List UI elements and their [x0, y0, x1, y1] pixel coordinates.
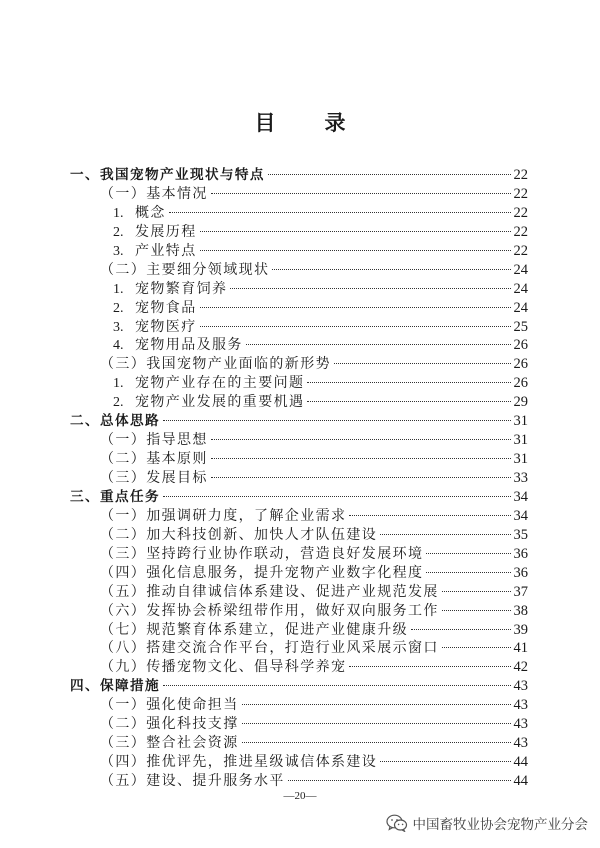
toc-entry-index: 2. — [113, 395, 124, 411]
toc-entry — [70, 526, 528, 545]
toc-entry — [70, 261, 528, 280]
dot-leader — [268, 174, 511, 175]
toc-entry — [70, 280, 528, 299]
toc-entry-title: 宠物食品 — [135, 299, 197, 316]
dot-leader — [211, 477, 511, 478]
toc-entry-page: 22 — [513, 185, 528, 202]
dot-leader — [307, 382, 510, 383]
toc-entry-title: 四、保障措施 — [70, 678, 160, 695]
toc-entry — [70, 658, 528, 677]
toc-entry — [70, 715, 528, 734]
toc-entry-page: 31 — [513, 413, 528, 430]
toc-entry-title: （一）加强调研力度，了解企业需求 — [100, 507, 347, 524]
toc-entry-title: 宠物产业发展的重要机遇 — [135, 394, 305, 411]
toc-entry-title: （三）整合社会资源 — [100, 735, 239, 752]
toc-entry-title: （八）搭建交流合作平台，打造行业风采展示窗口 — [100, 640, 439, 657]
toc-entry — [70, 166, 528, 185]
toc-entry-page: 39 — [513, 621, 528, 638]
toc-entry-page: 24 — [513, 261, 528, 278]
toc-entry-title: （五）推动自律诚信体系建设、促进产业规范发展 — [100, 583, 439, 600]
dot-leader — [163, 496, 511, 497]
toc-entry — [70, 185, 528, 204]
toc-entry-page: 22 — [513, 223, 528, 240]
toc-entry-index: 4. — [113, 338, 124, 354]
toc-entry — [70, 753, 528, 772]
dot-leader — [211, 439, 511, 440]
dot-leader — [163, 685, 511, 686]
toc-entry-title: （二）加大科技创新、加快人才队伍建设 — [100, 526, 378, 543]
dot-leader — [426, 572, 510, 573]
toc-entry-title: （二）基本原则 — [100, 451, 208, 468]
table-of-contents — [70, 166, 528, 791]
toc-entry-page: 44 — [513, 754, 528, 771]
dot-leader — [242, 704, 511, 705]
toc-entry — [70, 393, 528, 412]
toc-entry-page: 44 — [513, 773, 528, 789]
toc-entry-title: 二、总体思路 — [70, 413, 160, 430]
toc-entry-page: 35 — [513, 526, 528, 543]
toc-entry-title: 发展历程 — [135, 223, 197, 240]
toc-entry-title: （九）传播宠物文化、倡导科学养宠 — [100, 659, 347, 676]
toc-entry-page: 24 — [513, 299, 528, 316]
toc-entry-page: 24 — [513, 280, 528, 297]
toc-entry-page: 29 — [513, 394, 528, 411]
dot-leader — [211, 193, 511, 194]
toc-entry — [70, 242, 528, 261]
toc-entry-title: （三）我国宠物产业面临的新形势 — [100, 356, 331, 373]
dot-leader — [288, 780, 511, 781]
dot-leader — [242, 742, 511, 743]
toc-entry-title: 一、我国宠物产业现状与特点 — [70, 167, 265, 183]
toc-entry — [70, 374, 528, 393]
dot-leader — [307, 401, 510, 402]
dot-leader — [200, 326, 511, 327]
toc-entry — [70, 469, 528, 488]
dot-leader — [426, 553, 510, 554]
toc-entry — [70, 488, 528, 507]
wechat-icon — [386, 814, 408, 832]
toc-entry-page: 26 — [513, 375, 528, 392]
toc-entry-index: 2. — [113, 300, 124, 316]
toc-entry-title: （二）强化科技支撑 — [100, 716, 239, 733]
toc-entry — [70, 431, 528, 450]
toc-entry-index: 1. — [113, 205, 124, 221]
toc-entry-title: （一）基本情况 — [100, 185, 208, 202]
toc-entry — [70, 677, 528, 696]
toc-entry-page: 31 — [513, 432, 528, 449]
dot-leader — [442, 591, 511, 592]
page-number: —20— — [283, 790, 317, 802]
dot-leader — [242, 723, 511, 724]
toc-entry-title: （四）推优评先，推进星级诚信体系建设 — [100, 754, 378, 771]
toc-entry-page: 42 — [513, 659, 528, 676]
toc-entry — [70, 621, 528, 640]
toc-entry-page: 43 — [513, 716, 528, 733]
toc-entry-title: （六）发挥协会桥梁纽带作用，做好双向服务工作 — [100, 602, 439, 619]
toc-entry-page: 22 — [513, 167, 528, 183]
toc-entry — [70, 450, 528, 469]
dot-leader — [246, 344, 511, 345]
toc-entry-page: 43 — [513, 678, 528, 695]
dot-leader — [380, 534, 510, 535]
toc-entry-page: 37 — [513, 583, 528, 600]
watermark-text: 中国畜牧业协会宠物产业分会 — [412, 817, 588, 833]
dot-leader — [411, 629, 511, 630]
dot-leader — [272, 269, 510, 270]
dot-leader — [380, 761, 510, 762]
toc-entry-title: 宠物医疗 — [135, 318, 197, 335]
toc-entry — [70, 223, 528, 242]
toc-entry-title: （三）坚持跨行业协作联动，营造良好发展环境 — [100, 545, 424, 562]
toc-entry-page: 41 — [513, 640, 528, 657]
toc-title: 目 录 — [254, 110, 360, 135]
toc-entry-index: 3. — [113, 243, 124, 259]
toc-entry-title: （一）指导思想 — [100, 432, 208, 449]
dot-leader — [200, 231, 511, 232]
dot-leader — [334, 363, 511, 364]
toc-entry — [70, 336, 528, 355]
toc-entry-title: 宠物繁育饲养 — [135, 280, 228, 297]
toc-entry — [70, 696, 528, 715]
toc-entry — [70, 355, 528, 374]
toc-entry — [70, 204, 528, 223]
dot-leader — [169, 212, 511, 213]
toc-entry — [70, 299, 528, 318]
dot-leader — [442, 610, 511, 611]
toc-entry-page: 43 — [513, 697, 528, 714]
toc-entry — [70, 602, 528, 621]
toc-entry-page: 33 — [513, 470, 528, 486]
toc-entry-page: 26 — [513, 356, 528, 373]
toc-entry-page: 36 — [513, 564, 528, 581]
toc-entry-title: （一）强化使命担当 — [100, 697, 239, 714]
toc-entry-page: 22 — [513, 204, 528, 221]
toc-entry-title: （三）发展目标 — [100, 470, 208, 486]
toc-entry — [70, 772, 528, 791]
dot-leader — [200, 307, 511, 308]
toc-entry-title: 概念 — [135, 204, 166, 221]
toc-entry-index: 2. — [113, 224, 124, 240]
toc-entry — [70, 639, 528, 658]
toc-entry-title: 宠物用品及服务 — [135, 337, 243, 354]
toc-entry-page: 38 — [513, 602, 528, 619]
toc-entry — [70, 564, 528, 583]
toc-entry-title: 三、重点任务 — [70, 488, 160, 505]
toc-entry-page: 43 — [513, 735, 528, 752]
toc-entry-page: 25 — [513, 318, 528, 335]
dot-leader — [200, 250, 511, 251]
dot-leader — [230, 288, 510, 289]
dot-leader — [349, 666, 510, 667]
dot-leader — [211, 458, 511, 459]
toc-entry-page: 36 — [513, 545, 528, 562]
toc-entry — [70, 318, 528, 337]
toc-entry-index: 3. — [113, 319, 124, 335]
watermark — [386, 813, 589, 833]
toc-entry-title: 宠物产业存在的主要问题 — [135, 375, 305, 392]
toc-entry-page: 26 — [513, 337, 528, 354]
toc-entry-title: （五）建设、提升服务水平 — [100, 773, 285, 789]
toc-entry-index: 1. — [113, 281, 124, 297]
toc-entry — [70, 734, 528, 753]
toc-entry-title: （二）主要细分领域现状 — [100, 261, 270, 278]
toc-entry-title: （七）规范繁育体系建立，促进产业健康升级 — [100, 621, 408, 638]
toc-entry — [70, 545, 528, 564]
toc-entry-index: 1. — [113, 376, 124, 392]
dot-leader — [349, 515, 510, 516]
toc-entry-page: 31 — [513, 451, 528, 468]
toc-entry — [70, 412, 528, 431]
toc-entry-title: 产业特点 — [135, 242, 197, 259]
toc-entry — [70, 507, 528, 526]
toc-entry-page: 34 — [513, 507, 528, 524]
toc-entry-title: （四）强化信息服务，提升宠物产业数字化程度 — [100, 564, 424, 581]
toc-entry-page: 34 — [513, 488, 528, 505]
dot-leader — [163, 420, 511, 421]
dot-leader — [442, 647, 511, 648]
toc-entry-page: 22 — [513, 242, 528, 259]
toc-entry — [70, 583, 528, 602]
